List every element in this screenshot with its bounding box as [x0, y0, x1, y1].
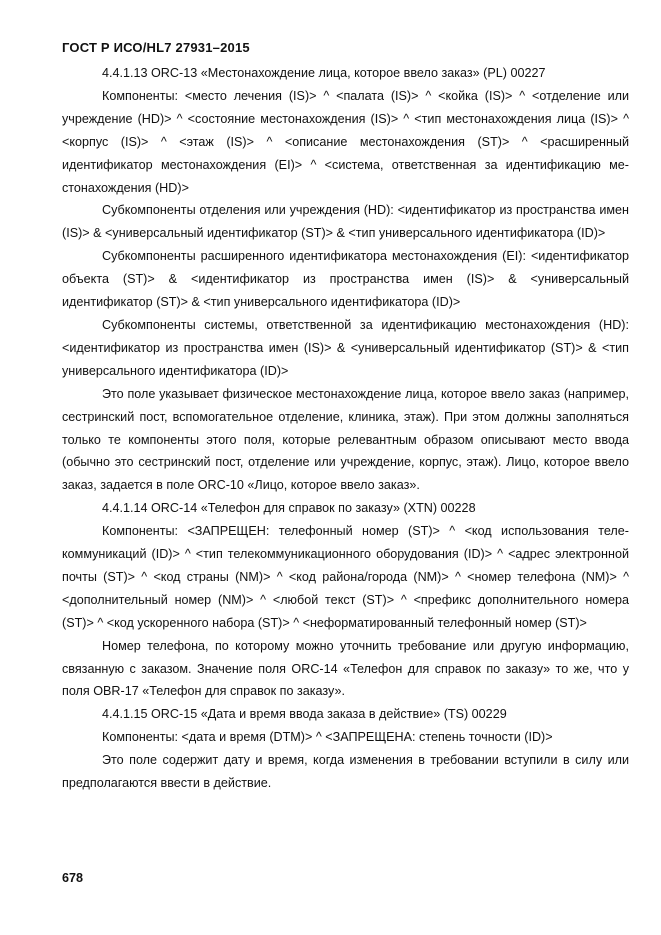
paragraph-ei-subcomponents: Субкомпоненты расширенного идентификатора местонахождения (EI): <идентификатор объекта (ST)> & <идентификатор из пространства имен (IS)> & <универсальный идентификатор (ST)> & <тип универсального идентификатора (ID)>	[62, 249, 629, 310]
paragraph-orc-15-description: Это поле содержит дату и время, когда изменения в требовании вступили в силу или предполагаются ввести в действие.	[62, 753, 629, 791]
paragraph-orc-14-components: Компоненты: <ЗАПРЕЩЕН: телефонный номер (ST)> ^ <код использования телекоммуникаций (ID)> ^ <тип телекоммуникационного оборудования (ID)> ^ <адрес электронной почты (ST)> ^ <код страны (NM)> ^ <код района/города (NM)> ^ <номер телефона (NM)> ^ <дополнительный номер (NM)> ^ <любой текст (ST)> ^ <префикс дополнительного номера (ST)> ^ <код ускоренного набора (ST)> ^ <неформатированный телефонный номер (ST)>	[62, 524, 629, 630]
document-header: ГОСТ Р ИСО/HL7 27931–2015	[62, 40, 250, 55]
page-number: 678	[62, 871, 84, 885]
paragraph-system-hd-subcomponents: Субкомпоненты системы, ответственной за идентификацию местонахождения (HD): <идентификатор из пространства имен (IS)> & <универсальный идентификатор (ST)> & <тип универсального идентификатора (ID)>	[62, 317, 629, 378]
paragraph-orc-13-components: Компоненты: <место лечения (IS)> ^ <палата (IS)> ^ <койка (IS)> ^ <отделение или учреждение (HD)> ^ <состояние местонахождения (IS)> ^ <тип местонахождения лица (IS)> ^ <корпус (IS)> ^ <этаж (IS)> ^ <описание местонахождения (ST)> ^ <расширенный идентификатор местонахождения (EI)> ^ <система, ответственная за идентификацию местонахождения (HD)>	[62, 88, 629, 195]
paragraph-orc-13-description: Это поле указывает физическое местонахождение лица, которое ввело заказ (например, сестринский пост, вспомогательное отделение, клиника, этаж). При этом должны заполняться только те компоненты этого поля, которые релевантным образом описывают место ввода (обычно это сестринский пост, отделение или учреждение, корпус, этаж). Лицо, которое ввело заказ, задается в поле ORC-10 «Лицо, которое ввело заказ».	[62, 386, 629, 493]
paragraph-orc-15-components: Компоненты: <дата и время (DTM)> ^ <ЗАПРЕЩЕНА: степень точности (ID)>	[102, 730, 553, 745]
document-body	[62, 62, 629, 795]
paragraph-orc-14-description: Номер телефона, по которому можно уточнить требование или другую информацию, связанную с заказом. Значение поля ORC-14 «Телефон для справок по заказу» то же, что у поля OBR-17 «Телефон для справок по заказу».	[62, 638, 629, 699]
section-heading-orc-14: 4.4.1.14 ORC-14 «Телефон для справок по заказу» (XTN) 00228	[102, 501, 476, 516]
section-heading-orc-15: 4.4.1.15 ORC-15 «Дата и время ввода заказа в действие» (TS) 00229	[102, 707, 507, 722]
paragraph-hd-subcomponents: Субкомпоненты отделения или учреждения (HD): <идентификатор из пространства имен (IS)> & <универсальный идентификатор (ST)> & <тип универсального идентификатора (ID)>	[62, 203, 629, 241]
section-heading-orc-13: 4.4.1.13 ORC-13 «Местонахождение лица, которое ввело заказ» (PL) 00227	[102, 66, 546, 80]
